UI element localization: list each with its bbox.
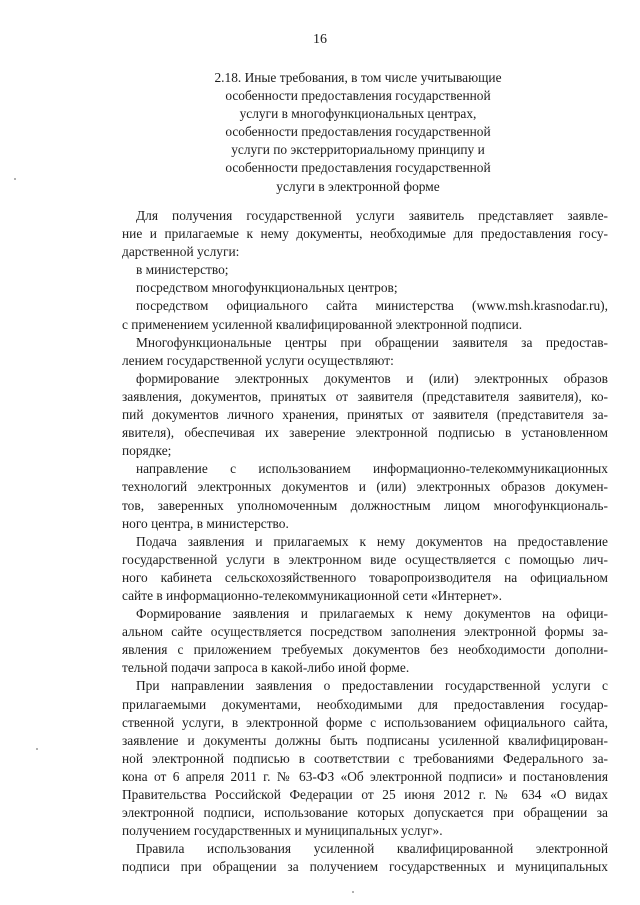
text-line: заявления, документов, принятых от заявителя (представителя заявителя), ко- [122,388,608,404]
text-line: получением государственных и муниципальных услуг». [122,823,443,839]
text-line: явителя), обеспечивая их заверение электронной подписью в установленном [122,425,608,441]
paragraph [122,334,608,370]
paragraph [122,370,608,460]
text-line: технологий электронных документов и (или) электронных образов докумен- [122,479,608,495]
text-line: ного кабинета сельскохозяйственного товаропроизводителя на официальном [122,569,608,585]
text-line: формирование электронных документов и (или) электронных образов [136,370,608,386]
text-line: ственной услуги, в электронной форме с использованием официального сайта, [122,714,608,730]
text-line: Правила использования усиленной квалифицированной электронной [136,841,608,857]
text-line: в министерство; [136,262,229,278]
text-line: дарственной услуги: [122,244,240,260]
text-line: порядке; [122,443,172,459]
paragraph [122,533,608,605]
text-line: государственной услуги в электронном виде осуществляется с помощью лич- [122,551,608,567]
text-line: явления с приложением требуемых документов без необходимости дополни- [122,642,608,658]
text-line: посредством многофункциональных центров; [136,280,398,296]
heading-line: особенности предоставления государственной [225,88,491,104]
text-line: с применением усиленной квалифицированной электронной подписи. [122,316,523,332]
text-line: Многофункциональные центры при обращении заявителя за предостав- [136,334,608,350]
paragraph [122,261,608,279]
text-line: Формирование заявления и прилагаемых к нему документов на офици- [136,606,608,622]
text-line: ной электронной подписью в соответствии с требованиями Федерального за- [122,750,608,766]
text-line: ние и прилагаемые к нему документы, необходимые для предоставления госу- [122,226,608,242]
text-line: Подача заявления и прилагаемых к нему документов на предоставление [136,533,608,549]
scan-speck [14,178,16,180]
text-line: Для получения государственной услуги заявитель представляет заявле- [136,208,608,223]
paragraph [122,605,608,677]
text-line: альном сайте осуществляется посредством заполнения электронной формы за- [122,624,608,640]
text-line: При направлении заявления о предоставлении государственной услуги с [136,678,608,694]
text-line: прилагаемыми документами, необходимыми для предоставления государ- [122,696,608,712]
text-line: заявление и документы должны быть подписаны усиленной квалифицирован- [122,732,608,748]
text-line: пий документов личного хранения, принятых от заявителя (представителя за- [122,407,608,423]
document-body [122,207,608,876]
page-number: 16 [313,32,327,47]
text-line: подписи при обращении за получением государственных и муниципальных [122,859,608,875]
scan-speck [36,748,38,750]
heading-line: особенности предоставления государственной [225,160,491,176]
paragraph [122,297,608,333]
heading-line: 2.18. Иные требования, в том числе учитывающие [214,70,502,85]
paragraph [122,207,608,261]
text-line: тов, заверенных уполномоченным должностным лицом многофункциональ- [122,497,608,513]
paragraph [122,840,608,876]
text-line: лением государственной услуги осуществляют: [122,352,394,368]
text-line: посредством официального сайта министерства (www.msh.krasnodar.ru), [136,298,608,314]
scan-speck [352,891,354,893]
text-line: тельной подачи запроса в какой-либо иной форме. [122,660,410,676]
text-line: электронной подписи, использование которых допускается при обращении за [122,805,608,821]
heading-line: услуги в многофункциональных центрах, [239,106,477,122]
heading-line: услуги по экстерриториальному принципу и [231,142,485,158]
paragraph [122,460,608,532]
text-line: ного центра, в министерство. [122,515,289,531]
text-line: Правительства Российской Федерации от 25 июня 2012 г. № 634 «О видах [122,787,608,802]
text-line: кона от 6 апреля 2011 г. № 63-ФЗ «Об электронной подписи» и постановления [122,768,608,784]
text-line: направление с использованием информационно-телекоммуникационных [136,461,608,477]
section-heading [168,69,548,196]
paragraph [122,279,608,297]
paragraph [122,677,608,840]
heading-line: особенности предоставления государственной [225,124,491,140]
heading-line: услуги в электронной форме [276,178,440,194]
text-line: сайте в информационно-телекоммуникационной сети «Интернет». [122,587,502,603]
